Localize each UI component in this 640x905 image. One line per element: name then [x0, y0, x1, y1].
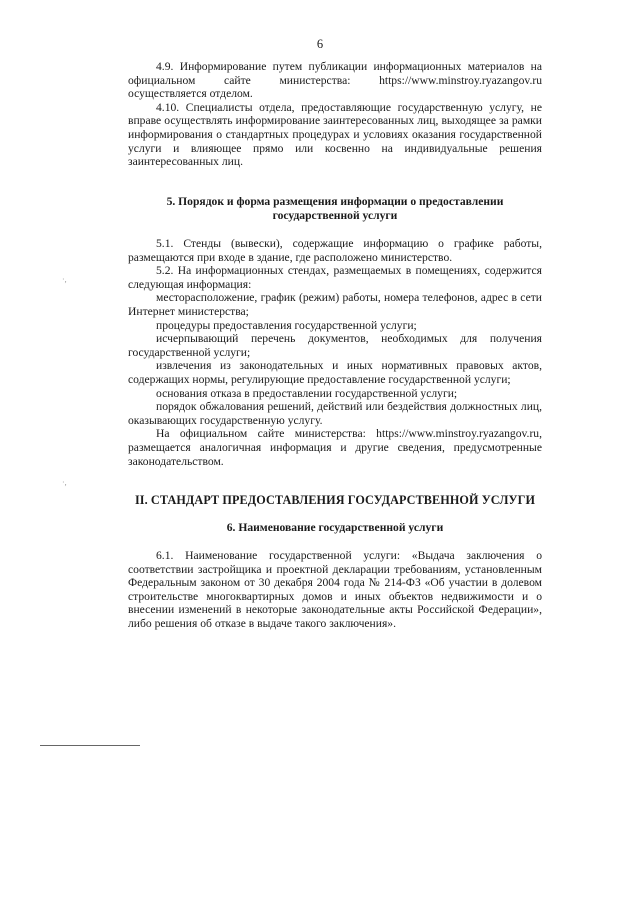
list-item: месторасположение, график (режим) работы, номера телефонов, адрес в сети Интернет министерства; — [128, 291, 542, 318]
page-number: 6 — [316, 37, 324, 51]
section-5-body — [128, 237, 542, 468]
section-6-body — [128, 549, 542, 631]
section-5-heading-line-2: государственной услуги — [272, 208, 398, 222]
section-6-heading-block — [128, 521, 542, 535]
paragraph-4-10: 4.10. Специалисты отдела, предоставляющие государственную услугу, не вправе осуществлять информирование заинтересованных лиц, выходящее за рамки информирования о стандартных процедурах и условиях оказания государственной услуги и влияющее прямо или косвенно на индивидуальные решения заинтересованных лиц. — [128, 100, 542, 169]
list-item: основания отказа в предоставлении государственной услуги; — [156, 386, 458, 400]
part-2-heading: II. СТАНДАРТ ПРЕДОСТАВЛЕНИЯ ГОСУДАРСТВЕННОЙ УСЛУГИ — [134, 493, 536, 507]
block-4-9-4-10 — [128, 60, 542, 169]
scan-mark: ·, — [62, 275, 67, 284]
section-5-heading-line-1: 5. Порядок и форма размещения информации о предоставлении — [166, 195, 504, 208]
paragraph-4-9: 4.9. Информирование путем публикации информационных материалов на официальном сайте министерства: https://www.minstroy.ryazangov.ru осуществляется отделом. — [128, 60, 542, 101]
list-item: исчерпывающий перечень документов, необходимых для получения государственной услуги; — [128, 332, 542, 359]
paragraph-5-1: 5.1. Стенды (вывески), содержащие информацию о графике работы, размещаются при входе в здание, где расположено министерство. — [128, 237, 542, 264]
section-5-heading — [128, 195, 542, 222]
paragraph-6-1: 6.1. Наименование государственной услуги: «Выдача заключения о соответствии застройщика и проектной декларации требованиям, установленным Федеральным законом от 30 декабря 2004 года № 214-ФЗ «Об участии в долевом строительстве многоквартирных домов и иных объектов недвижимости и о внесении изменений в некоторые законодательные акты Российской Федерации», либо решения об отказе в выдаче такого заключения». — [128, 549, 542, 630]
list-item: порядок обжалования решений, действий или бездействия должностных лиц, оказывающих государственную услугу. — [128, 400, 542, 427]
paragraph-official-site: На официальном сайте министерства: https://www.minstroy.ryazangov.ru, размещается аналогичная информация и другие сведения, предусмотренные законодательством. — [128, 427, 542, 468]
part-2-heading-block — [128, 493, 542, 507]
scan-mark: ·, — [62, 478, 67, 487]
scan-line — [40, 745, 140, 746]
section-6-heading: 6. Наименование государственной услуги — [226, 521, 444, 534]
list-item: процедуры предоставления государственной услуги; — [156, 318, 417, 332]
list-item: извлечения из законодательных и иных нормативных правовых актов, содержащих нормы, регулирующие предоставление государственной услуги; — [128, 359, 542, 386]
paragraph-5-2: 5.2. На информационных стендах, размещаемых в помещениях, содержится следующая информация: — [128, 264, 542, 291]
